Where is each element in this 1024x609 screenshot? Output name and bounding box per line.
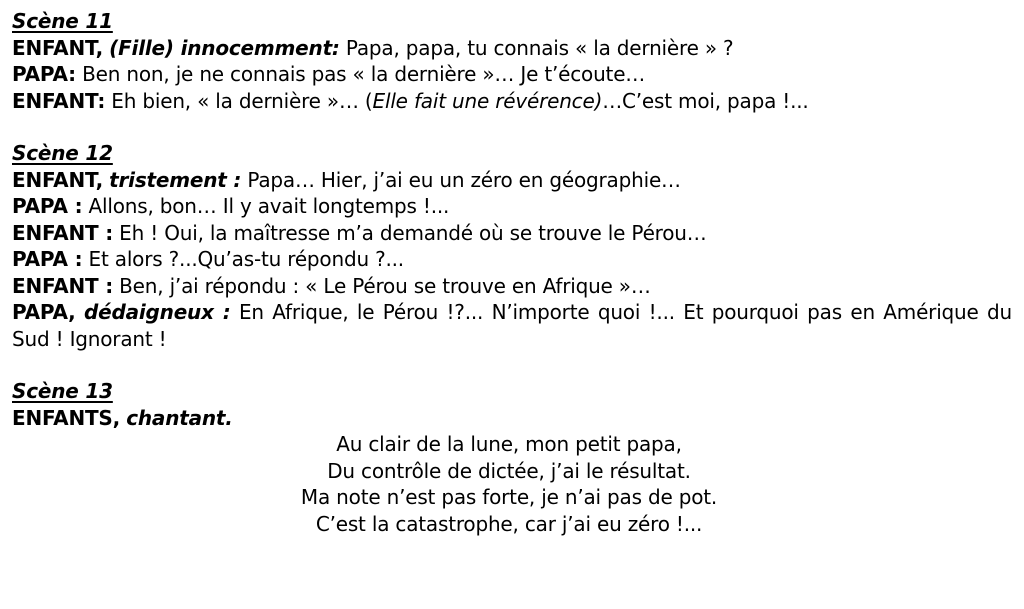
scene-11 (12, 8, 1012, 114)
scene-title: Scène 12 (12, 141, 113, 165)
song-line: Au clair de la lune, mon petit papa, (336, 432, 682, 456)
dialogue-text: Allons, bon… Il y avait longtemps !... (82, 194, 450, 218)
dialogue-text: Et alors ?...Qu’as-tu répondu ?... (82, 247, 404, 271)
speaker: ENFANTS, (12, 405, 121, 430)
speaker: ENFANT : (12, 273, 113, 298)
dialogue-line (12, 299, 1012, 352)
dialogue-text: Ben non, je ne connais pas « la dernière »… Je t’écoute… (75, 62, 646, 86)
script-document (12, 8, 1012, 537)
scene-title: Scène 11 (12, 9, 113, 33)
dialogue-line (12, 167, 1012, 194)
stage-direction: Elle fait une révérence) (372, 88, 603, 113)
song-line: C’est la catastrophe, car j’ai eu zéro !... (315, 511, 703, 536)
dialogue-text: Eh bien, « la dernière »… ( (105, 88, 373, 113)
stage-direction: chantant. (126, 405, 233, 430)
dialogue-line (12, 246, 1012, 273)
speaker: PAPA : (12, 194, 83, 218)
scene-12 (12, 140, 1012, 352)
song-lyrics (12, 431, 1012, 537)
dialogue-line (12, 61, 1012, 88)
speaker: PAPA : (12, 247, 83, 271)
stage-direction: dédaigneux : (83, 300, 231, 324)
dialogue-line (12, 405, 1012, 432)
dialogue-text: Papa… Hier, j’ai eu un zéro en géographie… (241, 167, 681, 192)
speaker: ENFANT, (12, 35, 103, 60)
dialogue-line (12, 35, 1012, 62)
dialogue-text: En Afrique, le Pérou !?... N’importe quoi !... Et pourquoi pas en Amérique du Sud ! Ignorant ! (12, 300, 1012, 351)
dialogue-text: Ben, j’ai répondu : « Le Pérou se trouve en Afrique »… (113, 273, 651, 298)
speaker: PAPA: (12, 62, 76, 86)
speaker: ENFANT : (12, 220, 113, 245)
dialogue-text: …C’est moi, papa !... (602, 88, 809, 113)
scene-13 (12, 378, 1012, 537)
speaker: PAPA, (12, 300, 76, 324)
song-line: Ma note n’est pas forte, je n’ai pas de pot. (300, 485, 718, 509)
dialogue-text: Papa, papa, tu connais « la dernière » ? (339, 35, 734, 60)
dialogue-line (12, 273, 1012, 300)
dialogue-line (12, 193, 1012, 220)
stage-direction: tristement : (109, 167, 242, 192)
speaker: ENFANT, (12, 167, 103, 192)
dialogue-line (12, 88, 1012, 115)
stage-direction: (Fille) innocemment: (109, 35, 340, 60)
dialogue-text: Eh ! Oui, la maîtresse m’a demandé où se trouve le Pérou… (113, 220, 707, 245)
scene-title: Scène 13 (12, 379, 113, 403)
dialogue-line (12, 220, 1012, 247)
speaker: ENFANT: (12, 88, 106, 113)
song-line: Du contrôle de dictée, j’ai le résultat. (327, 458, 691, 483)
